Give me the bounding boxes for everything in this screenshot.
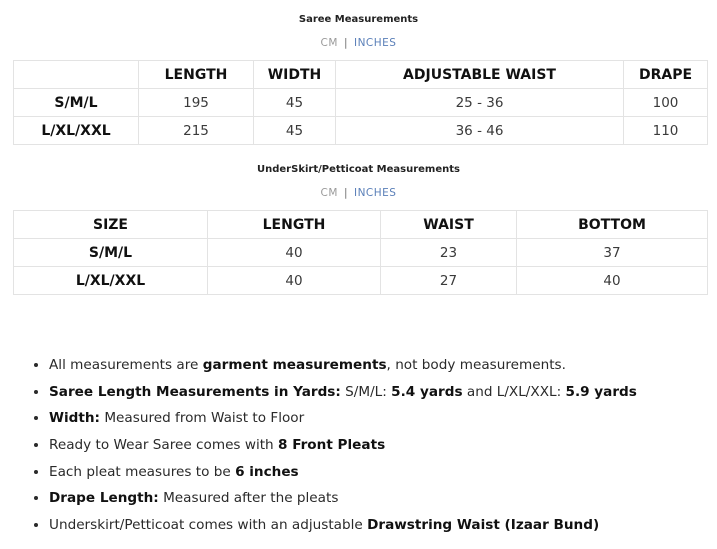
- list-item: [49, 512, 717, 539]
- note-text: , not body measurements.: [386, 357, 566, 373]
- waist-cell: 23: [381, 239, 517, 267]
- saree-measurements-table: [13, 60, 708, 145]
- table-row: [14, 239, 708, 267]
- column-header: LENGTH: [139, 61, 254, 89]
- note-emphasis: Drawstring Waist (Izaar Bund): [367, 517, 600, 534]
- note-emphasis: 8 Front Pleats: [278, 437, 386, 454]
- table-row: [14, 89, 708, 117]
- size-cell: L/XL/XXL: [14, 267, 208, 295]
- bottom-cell: 40: [517, 267, 708, 295]
- list-item: [49, 432, 717, 459]
- waist-cell: 27: [381, 267, 517, 295]
- column-header: DRAPE: [624, 61, 708, 89]
- underskirt-measurements-table: [13, 210, 708, 295]
- length-cell: 40: [208, 267, 381, 295]
- table-row: [14, 267, 708, 295]
- width-cell: 45: [254, 89, 336, 117]
- bottom-cell: 37: [517, 239, 708, 267]
- size-cell: S/M/L: [14, 239, 208, 267]
- length-cell: 40: [208, 239, 381, 267]
- note-text: Each pleat measures to be: [49, 463, 236, 480]
- table-header-row: [14, 61, 708, 89]
- column-header: SIZE: [14, 211, 208, 239]
- waist-cell: 36 - 46: [336, 117, 624, 145]
- list-item: [49, 352, 717, 379]
- saree-unit-toggle: [0, 37, 717, 49]
- unit-separator: |: [343, 187, 348, 199]
- saree-inches-toggle[interactable]: INCHES: [353, 37, 397, 49]
- note-text: Measured from Waist to Floor: [100, 410, 305, 427]
- note-emphasis: Drape Length:: [49, 490, 159, 507]
- table-header-row: [14, 211, 708, 239]
- note-emphasis: 5.4 yards: [391, 383, 463, 400]
- unit-separator: |: [343, 37, 348, 49]
- underskirt-inches-toggle[interactable]: INCHES: [353, 187, 397, 199]
- note-emphasis: 6 inches: [235, 463, 299, 480]
- note-emphasis: Width:: [49, 410, 100, 427]
- note-text: and L/XL/XXL:: [462, 383, 566, 400]
- list-item: [49, 379, 717, 406]
- column-header: WIDTH: [254, 61, 336, 89]
- note-text: Ready to Wear Saree comes with: [49, 437, 278, 454]
- width-cell: 45: [254, 117, 336, 145]
- column-header: ADJUSTABLE WAIST: [336, 61, 624, 89]
- size-cell: S/M/L: [14, 89, 139, 117]
- measurement-notes-list: [27, 352, 717, 539]
- column-header: WAIST: [381, 211, 517, 239]
- column-header: [14, 61, 139, 89]
- underskirt-cm-toggle[interactable]: CM: [320, 187, 338, 199]
- drape-cell: 110: [624, 117, 708, 145]
- column-header: BOTTOM: [517, 211, 708, 239]
- length-cell: 195: [139, 89, 254, 117]
- drape-cell: 100: [624, 89, 708, 117]
- note-text: All measurements are: [49, 357, 203, 373]
- note-text: Measured after the pleats: [158, 490, 339, 507]
- table-row: [14, 117, 708, 145]
- list-item: [49, 485, 717, 512]
- list-item: [49, 459, 717, 486]
- size-cell: L/XL/XXL: [14, 117, 139, 145]
- list-item: [49, 405, 717, 432]
- note-emphasis: garment measurements: [202, 357, 387, 373]
- waist-cell: 25 - 36: [336, 89, 624, 117]
- saree-cm-toggle[interactable]: CM: [320, 37, 338, 49]
- note-emphasis: Saree Length Measurements in Yards:: [49, 383, 341, 400]
- underskirt-unit-toggle: [0, 187, 717, 199]
- note-emphasis: 5.9 yards: [565, 383, 637, 400]
- underskirt-section-title: UnderSkirt/Petticoat Measurements: [257, 164, 460, 175]
- note-text: Underskirt/Petticoat comes with an adjustable: [49, 517, 368, 534]
- saree-section-title: Saree Measurements: [298, 14, 419, 25]
- column-header: LENGTH: [208, 211, 381, 239]
- note-text: S/M/L:: [340, 383, 392, 400]
- length-cell: 215: [139, 117, 254, 145]
